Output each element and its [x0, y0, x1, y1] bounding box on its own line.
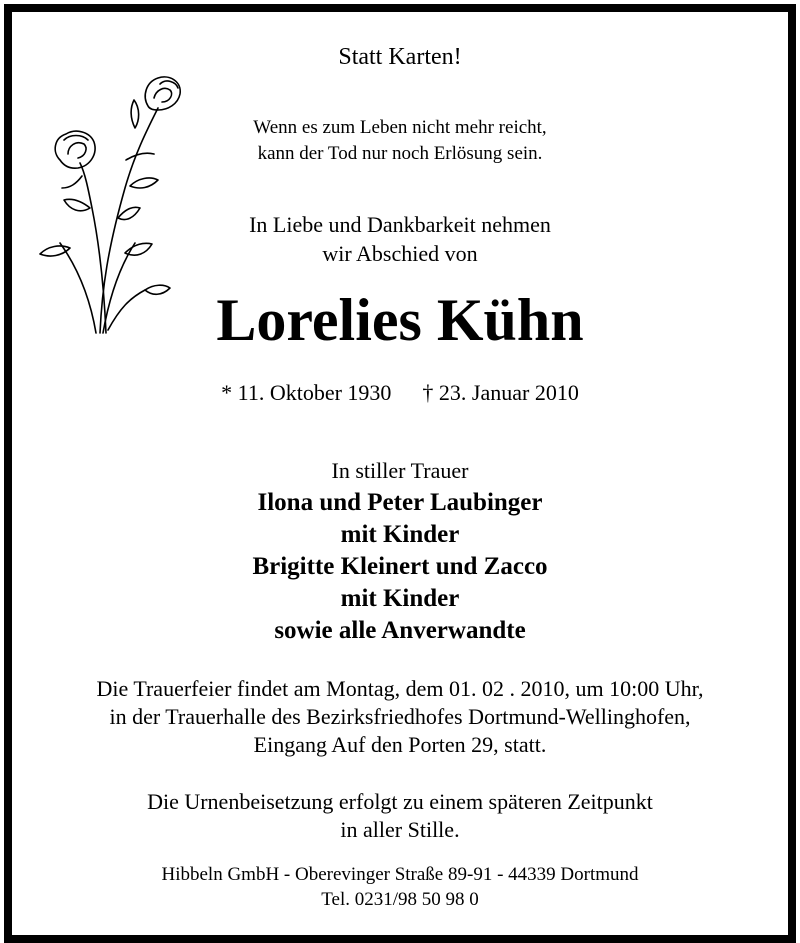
funeral-home-address: Hibbeln GmbH - Oberevinger Straße 89-91 - 44339 Dortmund: [161, 864, 639, 885]
deceased-name: Lorelies Kühn: [216, 287, 584, 353]
mourner-line: Ilona und Peter Laubinger: [257, 489, 543, 516]
quote-line-2: kann der Tod nur noch Erlösung sein.: [257, 143, 543, 164]
death-date: † 23. Januar 2010: [422, 380, 579, 405]
funeral-home-phone: Tel. 0231/98 50 98 0: [321, 889, 479, 910]
burial-line-1: Die Urnenbeisetzung erfolgt zu einem späteren Zeitpunkt: [147, 789, 653, 814]
mourners-intro: In stiller Trauer: [331, 458, 469, 483]
ceremony-line-2: in der Trauerhalle des Bezirksfriedhofes Dortmund-Wellinghofen,: [109, 704, 691, 729]
burial-line-2: in aller Stille.: [340, 817, 460, 842]
quote-line-1: Wenn es zum Leben nicht mehr reicht,: [253, 117, 547, 138]
ceremony-line-3: Eingang Auf den Porten 29, statt.: [253, 732, 547, 757]
mourner-line: Brigitte Kleinert und Zacco: [252, 553, 548, 580]
mourner-line: mit Kinder: [340, 521, 460, 548]
intro-line-1: In Liebe und Dankbarkeit nehmen: [249, 212, 551, 237]
ceremony-line-1: Die Trauerfeier findet am Montag, dem 01. 02 . 2010, um 10:00 Uhr,: [96, 676, 704, 701]
header-text: Statt Karten!: [338, 44, 462, 70]
birth-date: * 11. Oktober 1930: [221, 380, 392, 405]
mourner-line: mit Kinder: [340, 585, 460, 612]
life-dates: [0, 380, 800, 406]
mourner-line: sowie alle Anverwandte: [274, 617, 526, 644]
intro-line-2: wir Abschied von: [322, 241, 478, 266]
